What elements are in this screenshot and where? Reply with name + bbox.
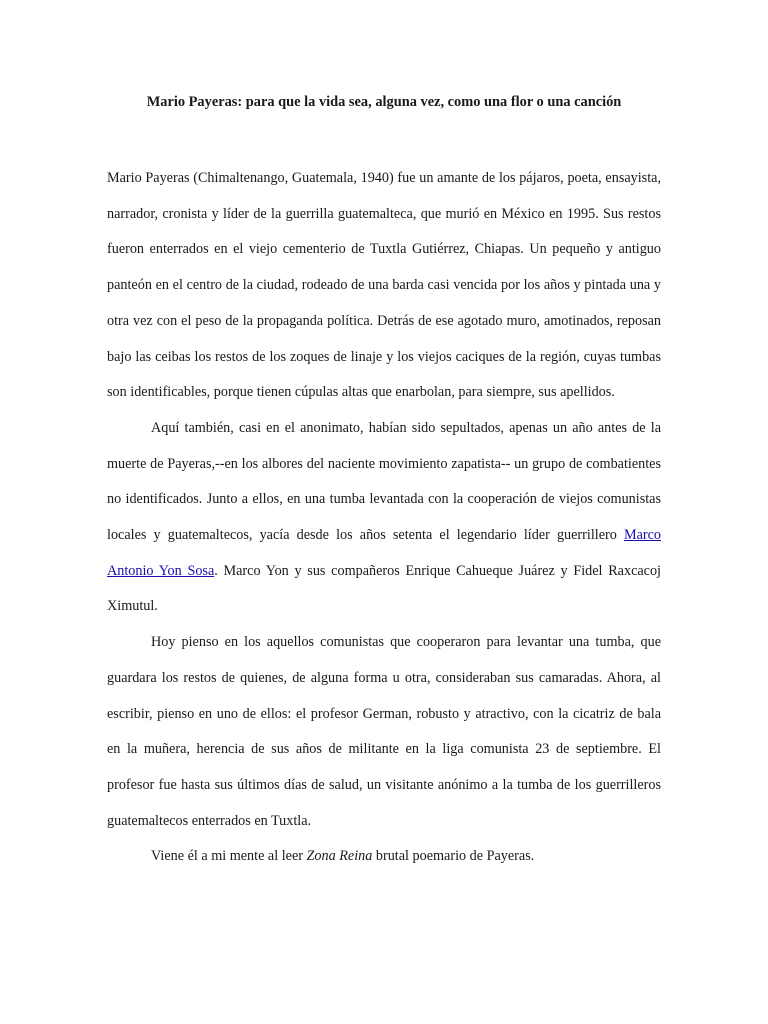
- paragraph-2-text: Aquí también, casi en el anonimato, habían sido sepultados, apenas un año antes de la muerte de Payeras,--en los albores del naciente movimiento zapatista-- un grupo de combatientes no identificados. Junto a ellos, en una tumba levantada con la cooperación de viejos comunistas locales y guatemaltecos, yacía desde los años setenta el legendario líder guerrillero: [107, 419, 661, 544]
- paragraph-2: [107, 411, 661, 625]
- document-body: [107, 161, 661, 875]
- document-title: Mario Payeras: para que la vida sea, alguna vez, como una flor o una canción: [146, 94, 622, 110]
- paragraph-3: Hoy pienso en los aquellos comunistas que cooperaron para levantar una tumba, que guardara los restos de quienes, de alguna forma u otra, consideraban sus camaradas. Ahora, al escribir, pienso en uno de ellos: el profesor German, robusto y atractivo, con la cicatriz de bala en la muñera, herencia de sus años de militante en la liga comunista 23 de septiembre. El profesor fue hasta sus últimos días de salud, un visitante anónimo a la tumba de los guerrilleros guatemaltecos enterrados en Tuxtla.: [107, 634, 661, 829]
- paragraph-4-text-before: Viene él a mi mente al leer: [151, 848, 307, 865]
- paragraph-4-text-after: brutal poemario de Payeras.: [372, 848, 535, 865]
- marco-antonio-yon-sosa-link[interactable]: Marco Antonio Yon Sosa: [107, 527, 661, 579]
- paragraph-1: Mario Payeras (Chimaltenango, Guatemala, 1940) fue un amante de los pájaros, poeta, ensayista, narrador, cronista y líder de la guerrilla guatemalteca, que murió en México en 1995. Sus restos fueron enterrados en el viejo cementerio de Tuxtla Gutiérrez, Chiapas. Un pequeño y antiguo panteón en el centro de la ciudad, rodeado de una barda casi vencida por los años y pintada una y otra vez con el peso de la propaganda política. Detrás de ese agotado muro, amotinados, reposan bajo las ceibas los restos de los zoques de linaje y los viejos caciques de la región, cuyas tumbas son identificables, porque tienen cúpulas altas que enarbolan, para siempre, sus apellidos.: [107, 170, 661, 401]
- book-title-emphasis: Zona Reina: [306, 848, 373, 865]
- paragraph-2-text-after: . Marco Yon y sus compañeros Enrique Cahueque Juárez y Fidel Raxcacoj Ximutul.: [107, 562, 661, 615]
- paragraph-4: [107, 839, 661, 875]
